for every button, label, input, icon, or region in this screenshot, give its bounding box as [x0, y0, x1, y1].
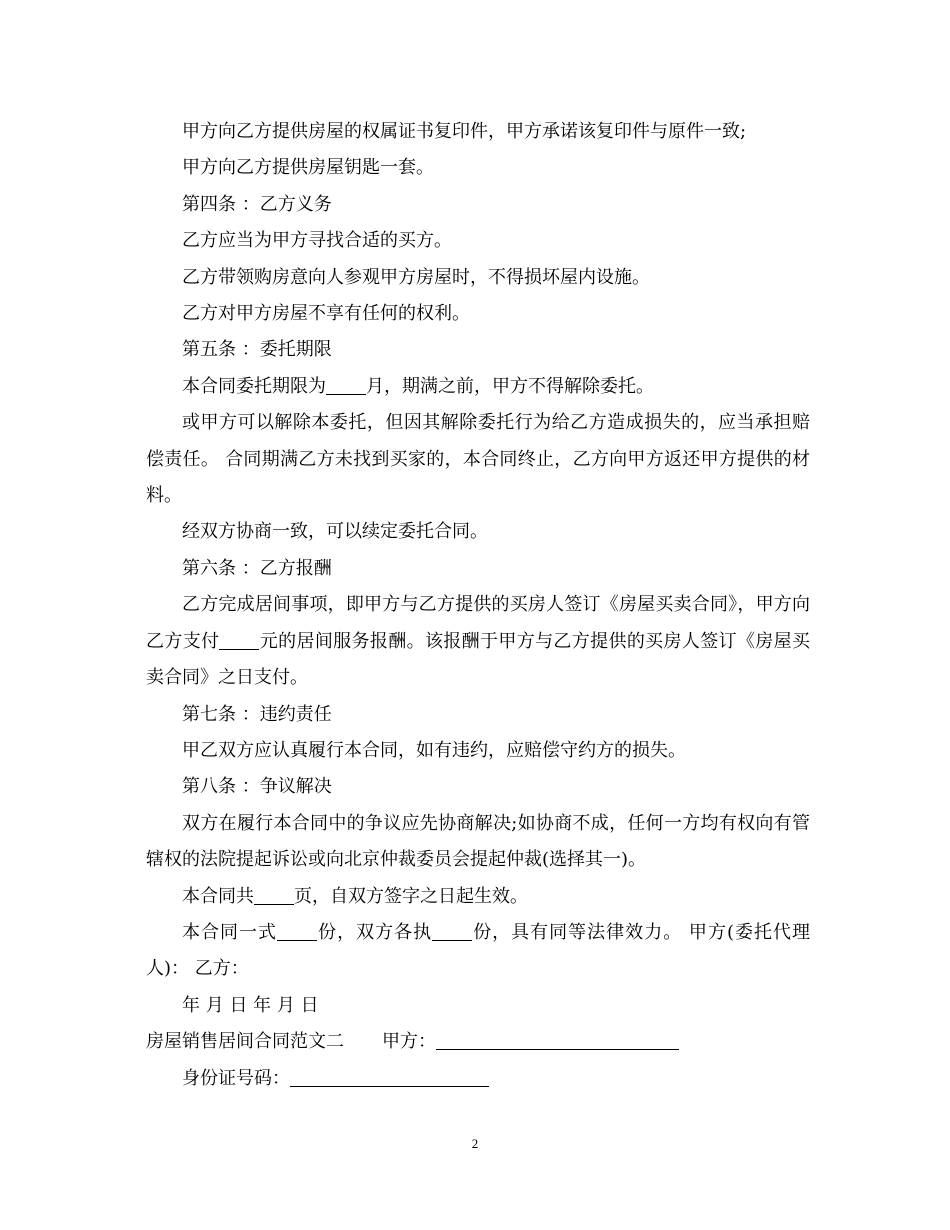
- article-heading: 第六条 ：乙方报酬: [182, 557, 332, 579]
- paragraph: 甲乙双方应认真履行本合同，如有违约，应赔偿守约方的损失。: [182, 739, 686, 761]
- paragraph: 甲方向乙方提供房屋的权属证书复印件，甲方承诺该复印件与原件一致;: [182, 121, 747, 142]
- party-a-label: 甲方：: [382, 1031, 436, 1053]
- copies-paragraph: 本合同一式 份，双方各执 份，具有同等法律效力。 甲方(委托代理人)： 乙方：: [146, 921, 811, 980]
- fill-blank: [219, 631, 259, 650]
- date-line: 年 月 日 年 月 日: [182, 994, 319, 1016]
- fill-blank: [277, 922, 317, 941]
- sample-heading-line: [146, 1024, 810, 1060]
- article-heading: 第八条 ：争议解决: [182, 776, 332, 798]
- id-line: 身份证号码：: [146, 1061, 810, 1097]
- sample-title: 房屋销售居间合同范文二: [146, 1031, 344, 1053]
- fill-blank: [254, 886, 294, 905]
- paragraph: 或甲方可以解除本委托，但因其解除委托行为给乙方造成损失的，应当承担赔偿责任。 合同期满乙方未找到买家的，本合同终止，乙方向甲方返还甲方提供的材料。: [146, 412, 810, 507]
- fee-paragraph: 乙方完成居间事项，即甲方与乙方提供的买房人签订《房屋买卖合同》，甲方向乙方支付 元的居间服务报酬。该报酬于甲方与乙方提供的买房人签订《房屋买卖合同》之日支付。: [146, 594, 811, 689]
- paragraph: 甲方向乙方提供房屋钥匙一套。: [182, 157, 434, 179]
- paragraph: 双方在履行本合同中的争议应先协商解决;如协商不成，任何一方均有权向有管辖权的法院提起诉讼或向北京仲裁委员会提起仲裁(选择其一)。: [146, 812, 810, 871]
- id-number-line: [290, 1068, 489, 1087]
- signature-line: [436, 1031, 679, 1050]
- article-heading: 第四条 ：乙方义务: [182, 193, 332, 215]
- pages-paragraph: 本合同共 页，自双方签字之日起生效。: [182, 885, 528, 907]
- paragraph: 乙方对甲方房屋不享有任何的权利。: [182, 303, 470, 325]
- paragraph: 乙方应当为甲方寻找合适的买方。: [182, 230, 452, 252]
- fill-blank: [326, 376, 366, 395]
- term-paragraph: 本合同委托期限为 月，期满之前，甲方不得解除委托。: [182, 375, 654, 397]
- article-heading: 第五条 ：委托期限: [182, 339, 332, 361]
- contract-body: [146, 114, 810, 1097]
- article-heading: 第七条 ：违约责任: [182, 703, 332, 725]
- paragraph: 经双方协商一致，可以续定委托合同。: [182, 521, 488, 543]
- fill-blank: [432, 922, 472, 941]
- paragraph: 乙方带领购房意向人参观甲方房屋时，不得损坏屋内设施。: [182, 266, 650, 288]
- page-number: 2: [471, 1136, 479, 1151]
